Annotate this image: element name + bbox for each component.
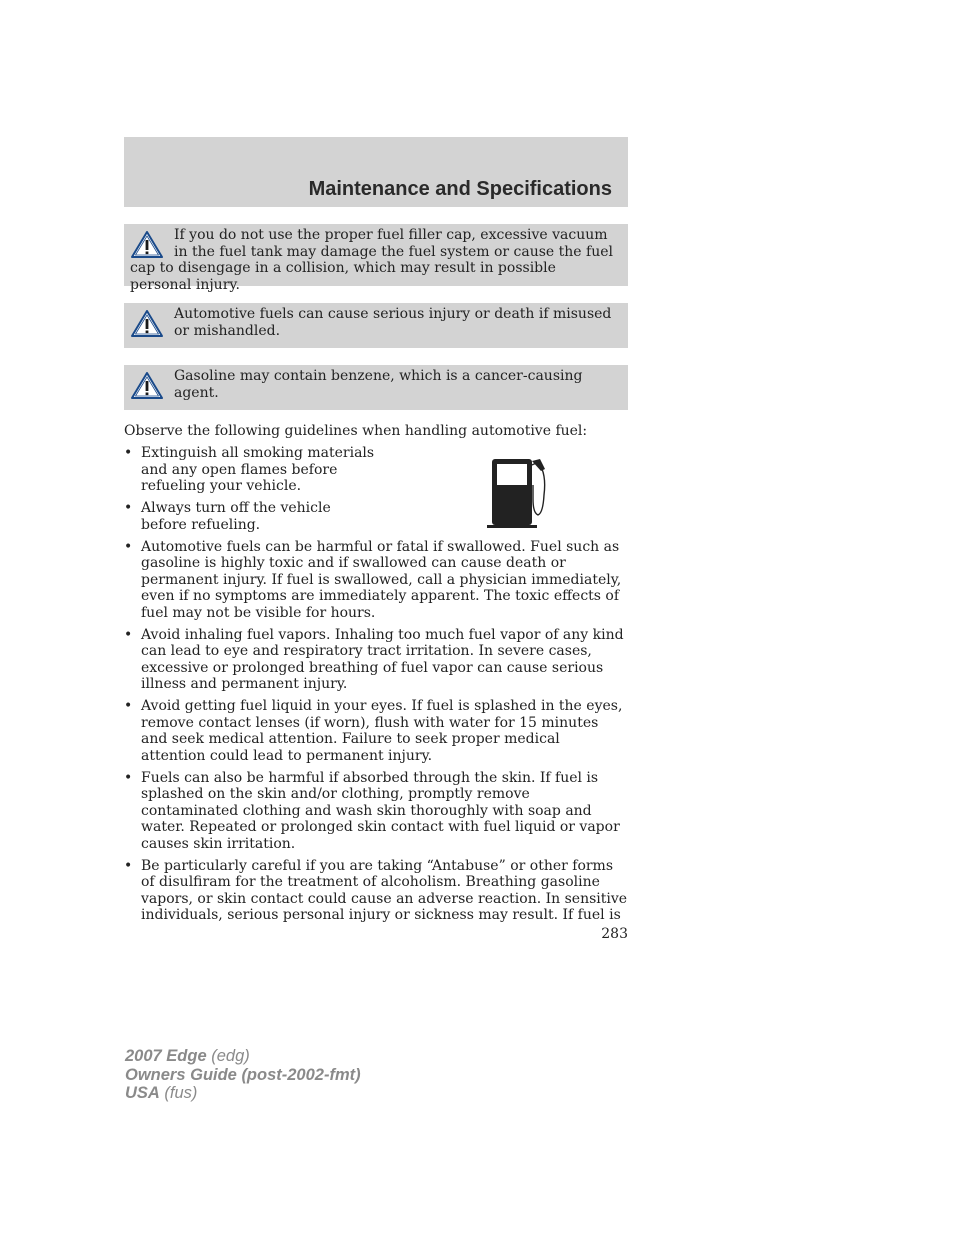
warning-box-fuel-misuse [124, 303, 628, 348]
list-item: • Avoid inhaling fuel vapors. Inhaling too much fuel vapor of any kind can lead to eye and respiratory tract irritation. In severe cases, excessive or prolonged breathing of fuel vapor can cause serious illness and permanent injury. [124, 626, 624, 692]
warning-text: Automotive fuels can cause serious injury or death if misused or mishandled. [174, 306, 612, 339]
list-item: • Fuels can also be harmful if absorbed through the skin. If fuel is splashed on the skin and/or clothing, promptly remove contaminated clothing and wash skin thoroughly with soap and water. Repeated or prolonged skin contact with fuel liquid or vapor causes skin irritation. [124, 769, 620, 852]
section-header-band [124, 137, 628, 207]
warning-text: Gasoline may contain benzene, which is a cancer-causing agent. [174, 368, 583, 401]
list-item: • Be particularly careful if you are taking “Antabuse” or other forms of disulfiram for the treatment of alcoholism. Breathing gasoline vapors, or skin contact could cause an adverse reaction. In sensitive individuals, serious personal injury or sickness may result. If fuel is [124, 857, 628, 923]
guidelines-list [124, 445, 628, 929]
warning-triangle-icon [130, 371, 164, 401]
warning-box-fuel-cap [124, 224, 628, 293]
warning-triangle-icon [130, 230, 164, 260]
warning-triangle-icon [130, 309, 164, 339]
list-item: • Avoid getting fuel liquid in your eyes. If fuel is splashed in the eyes, remove contact lenses (if worn), flush with water for 15 minutes and seek medical attention. Failure to seek proper medical attention could lead to permanent injury. [124, 698, 623, 764]
warning-box-benzene [124, 365, 628, 410]
page-number: 283 [601, 926, 628, 942]
intro-paragraph: Observe the following guidelines when handling automotive fuel: [124, 423, 588, 439]
warning-text: If you do not use the proper fuel filler cap, excessive vacuum in the fuel tank may damage the fuel system or cause the fuel cap to disengage in a collision, which may result in possible personal injury. [130, 227, 614, 293]
fuel-pump-icon [486, 455, 550, 531]
section-title: Maintenance and Specifications [308, 178, 612, 200]
footer-line-guide: Owners Guide (post-2002-fmt) [125, 1065, 361, 1084]
list-item: • Always turn off the vehicle before refueling. [124, 500, 331, 533]
list-item: • Automotive fuels can be harmful or fatal if swallowed. Fuel such as gasoline is highly toxic and if swallowed can cause death or permanent injury. If fuel is swallowed, call a physician immediately, even if no symptoms are immediately apparent. The toxic effects of fuel may not be visible for hours. [124, 538, 622, 621]
document-footer [125, 1047, 361, 1103]
footer-line-model: 2007 Edge (edg) [125, 1047, 250, 1065]
footer-line-market: USA (fus) [125, 1084, 198, 1102]
list-item: • Extinguish all smoking materials and any open flames before refueling your vehicle. [124, 445, 375, 494]
